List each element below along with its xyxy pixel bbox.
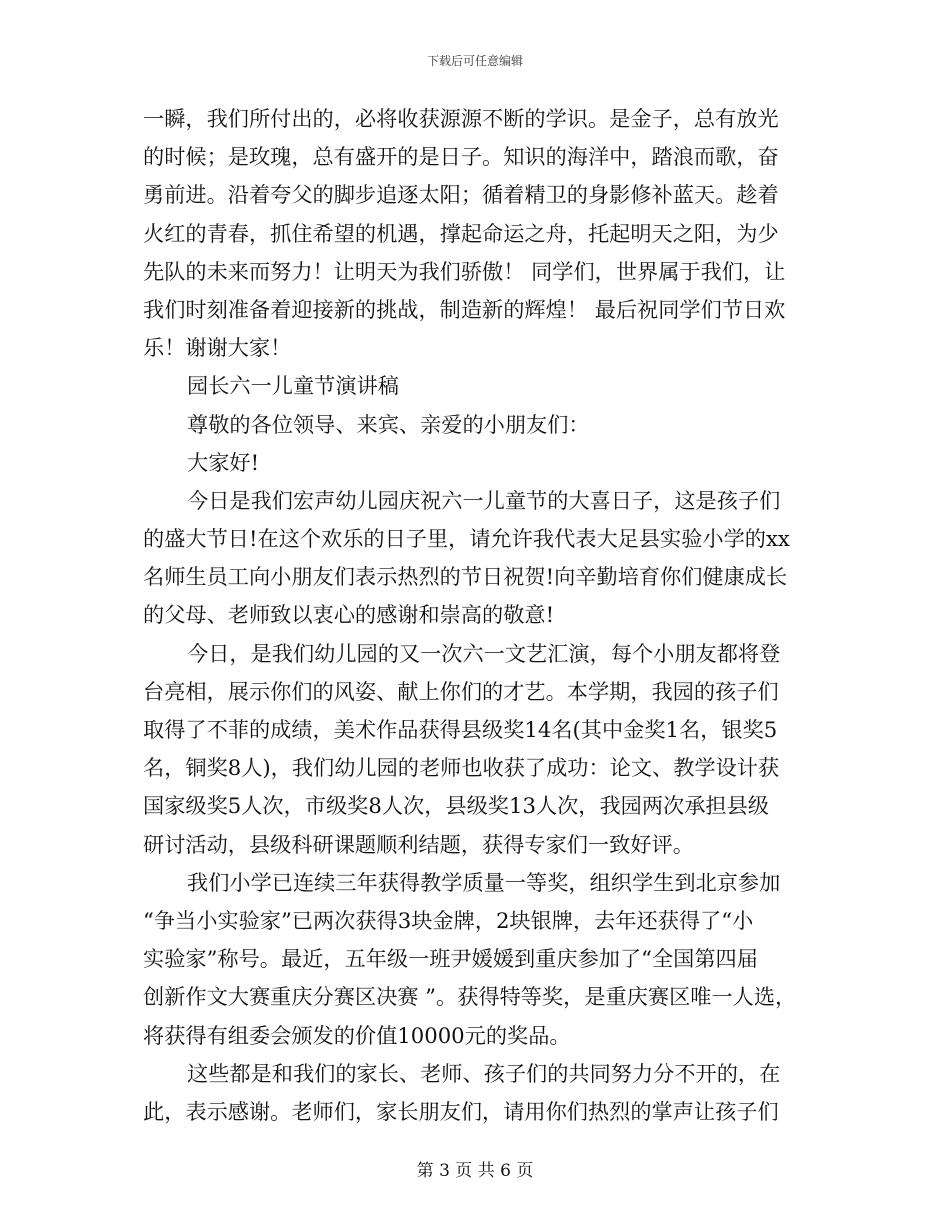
text-line: 勇前进。沿着夸父的脚步追逐太阳；循着精卫的身影修补蓝天。趁着 — [143, 182, 779, 208]
text-line: 取得了不菲的成绩，美术作品获得县级奖14名(其中金奖1名，银奖5 — [143, 717, 778, 742]
paragraph-start: 今日是我们宏声幼儿园庆祝六一儿童节的大喜日子，这是孩子们 — [187, 487, 781, 513]
text-line: 一瞬，我们所付出的，必将收获源源不断的学识。是金子，总有放光 — [143, 106, 779, 131]
text-line: 国家级奖5人次，市级奖8人次，县级奖13人次，我园两次承担县级 — [143, 793, 769, 819]
text-line: 此，表示感谢。老师们，家长朋友们，请用你们热烈的掌声让孩子们 — [143, 1098, 779, 1124]
text-line: 创新作文大赛重庆分赛区决赛 ”。获得特等奖，是重庆赛区唯一人选， — [143, 984, 797, 1010]
text-line: 的父母、老师致以衷心的感谢和崇高的敬意! — [143, 602, 555, 628]
paragraph-start: 今日，是我们幼儿园的又一次六一文艺汇演，每个小朋友都将登 — [187, 640, 781, 666]
text-line: 名，铜奖8人)，我们幼儿园的老师也收获了成功：论文、教学设计获 — [143, 755, 780, 781]
text-line: 我们时刻准备着迎接新的挑战，制造新的辉煌！ 最后祝同学们节日欢 — [143, 296, 786, 322]
paragraph-start: 我们小学已连续三年获得教学质量一等奖，组织学生到北京参加 — [187, 869, 781, 895]
text-line: 火红的青春，抓住希望的机遇，撑起命运之舟，托起明天之阳，为少 — [143, 220, 779, 246]
document-body — [143, 100, 815, 1131]
page-number-footer: 第 3 页 共 6 页 — [416, 1161, 534, 1181]
text-line: 实验家”称号。最近，五年级一班尹媛媛到重庆参加了“全国第四届 — [143, 946, 758, 972]
paragraph-start: 这些都是和我们的家长、老师、孩子们的共同努力分不开的，在 — [187, 1060, 781, 1086]
text-line: 先队的未来而努力！让明天为我们骄傲！ 同学们，世界属于我们，让 — [143, 258, 786, 284]
text-line: 的时候；是玫瑰，总有盛开的是日子。知识的海洋中，踏浪而歌，奋 — [143, 144, 779, 170]
text-line: 将获得有组委会颁发的价值10000元的奖品。 — [143, 1022, 571, 1048]
greeting: 大家好! — [187, 449, 260, 475]
text-line: “争当小实验家”已两次获得3块金牌，2块银牌，去年还获得了“小 — [143, 907, 754, 933]
salutation: 尊敬的各位领导、来宾、亲爱的小朋友们： — [187, 411, 590, 437]
text-line: 台亮相，展示你们的风姿、献上你们的才艺。本学期，我园的孩子们 — [143, 678, 779, 704]
page-header: 下载后可任意编辑 — [426, 54, 523, 68]
text-line: 的盛大节日!在这个欢乐的日子里，请允许我代表大足县实验小学的xx — [143, 526, 790, 552]
text-line: 研讨活动，县级科研课题顺利结题，获得专家们一致好评。 — [143, 831, 694, 857]
text-line: 名师生员工向小朋友们表示热烈的节日祝贺!向辛勤培育你们健康成长 — [143, 564, 788, 590]
text-line: 乐！谢谢大家！ — [143, 335, 292, 361]
section-title: 园长六一儿童节演讲稿 — [187, 373, 399, 399]
